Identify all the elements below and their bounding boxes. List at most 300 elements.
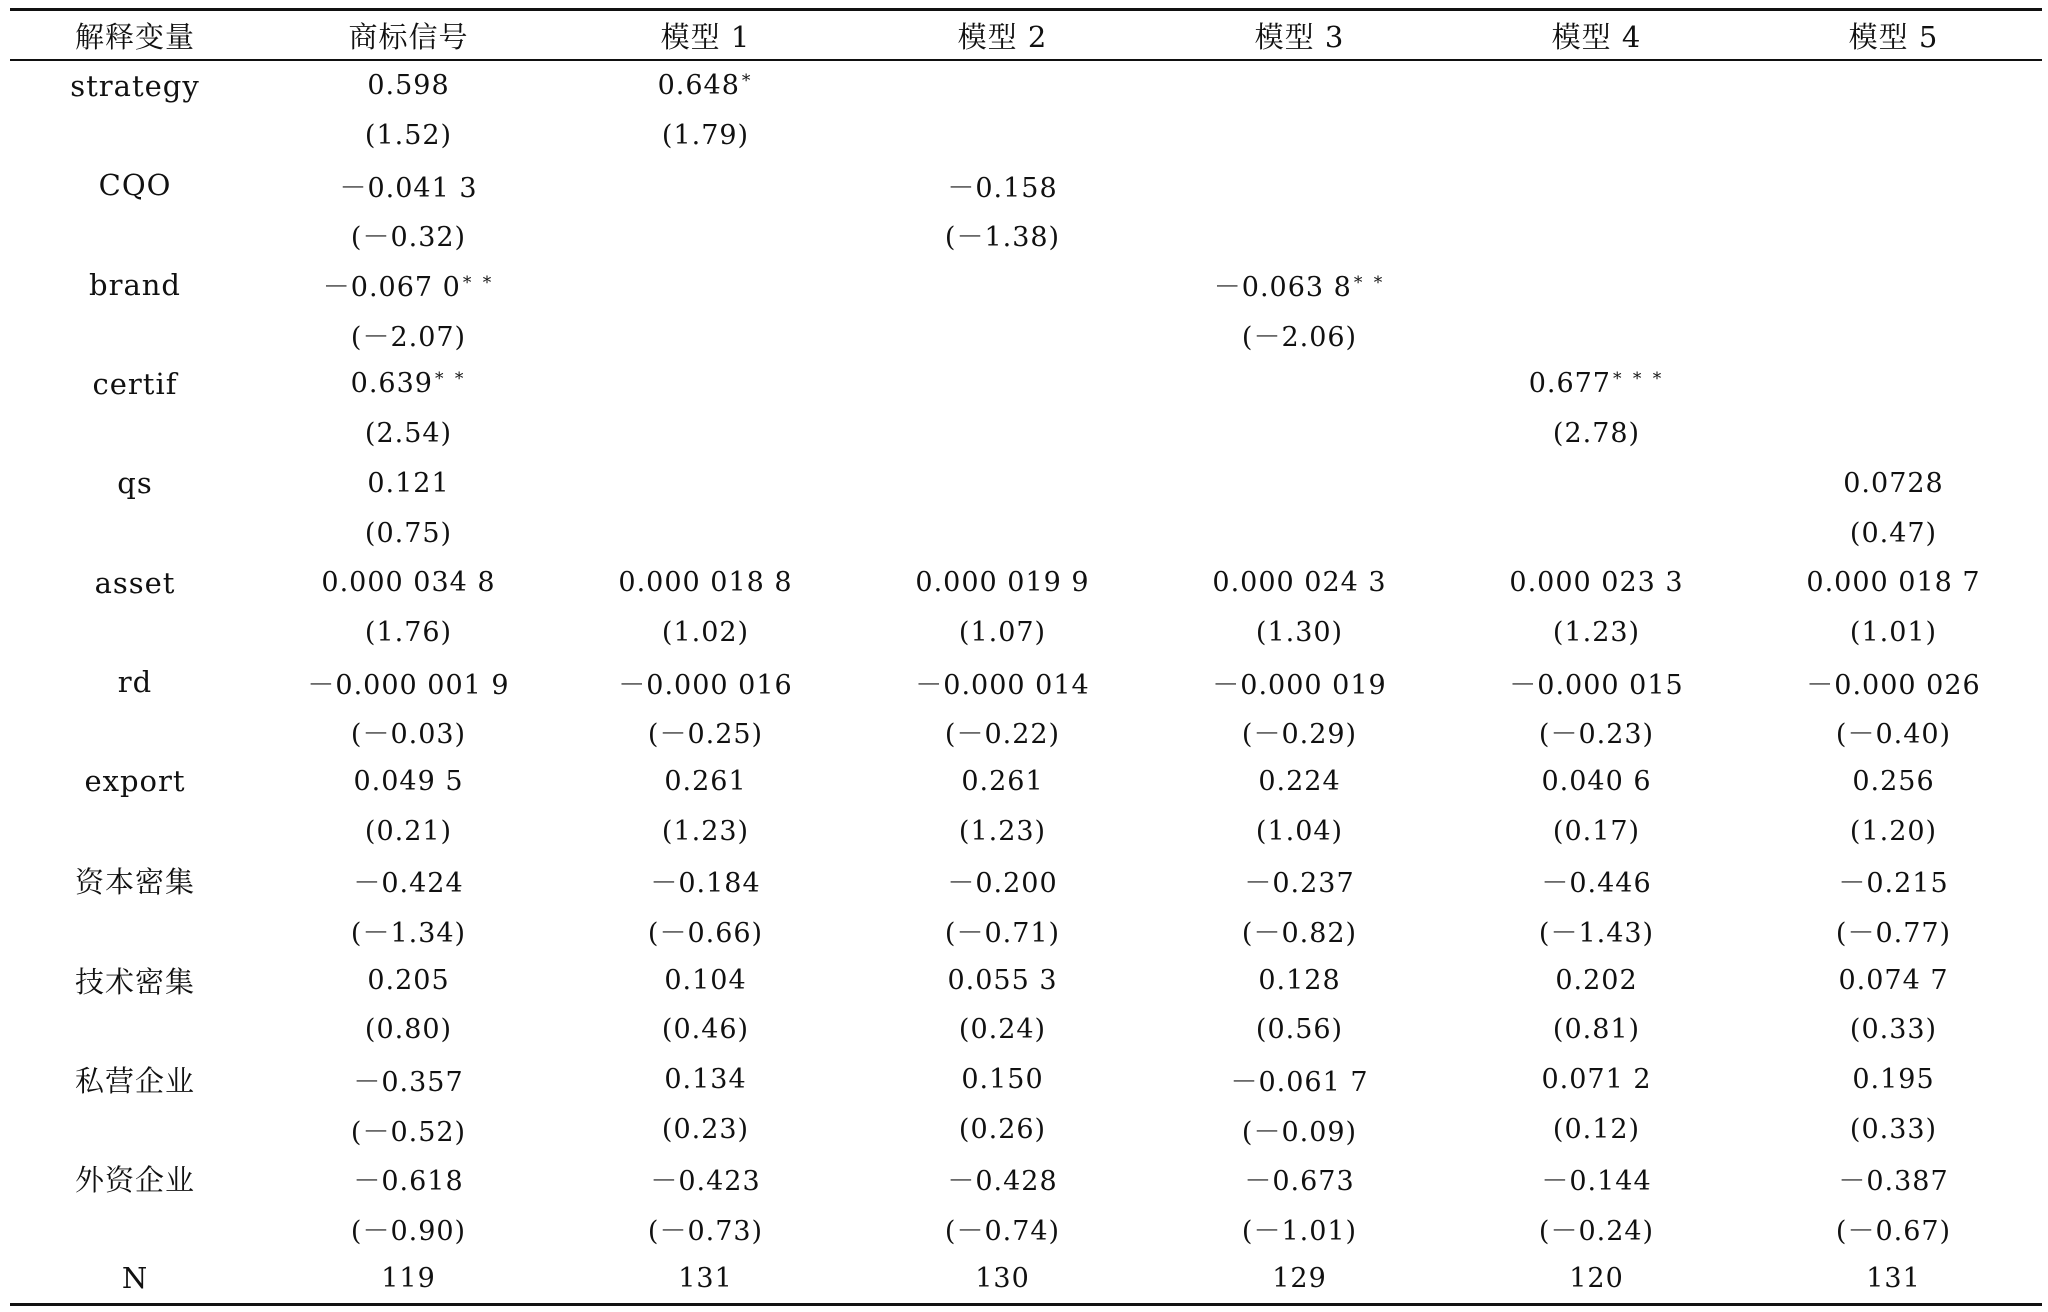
coefficient-cell-value: 0.049 5	[353, 765, 464, 797]
t-statistic-cell	[1448, 409, 1745, 459]
coefficient-row	[10, 359, 2042, 409]
variable-name-value: strategy	[70, 68, 200, 103]
coefficient-row	[10, 955, 2042, 1005]
variable-name-value: 私营企业	[74, 1064, 195, 1099]
t-statistic-cell	[1745, 1005, 2042, 1055]
t-statistic-cell	[1151, 707, 1448, 757]
t-statistic-cell	[1151, 906, 1448, 956]
coefficient-cell-value: －0.000 026	[1806, 669, 1981, 701]
t-statistic-cell	[1448, 806, 1745, 856]
coefficient-cell-value: －0.061 7	[1230, 1067, 1369, 1099]
t-statistic-cell	[260, 906, 557, 956]
t-statistic-cell	[1448, 906, 1745, 956]
t-statistic-cell	[1448, 1204, 1745, 1254]
t-statistic-cell	[260, 309, 557, 359]
t-statistic-cell-value: (－0.67)	[1835, 1216, 1952, 1248]
observations-cell-value: 120	[1569, 1262, 1624, 1294]
t-statistic-cell	[854, 806, 1151, 856]
t-statistic-cell-value: (1.02)	[661, 616, 750, 648]
t-statistic-cell-value: (0.47)	[1849, 517, 1938, 549]
t-statistic-cell	[1745, 608, 2042, 658]
coefficient-cell-value: －0.357	[353, 1067, 464, 1099]
coefficient-cell	[1745, 657, 2042, 707]
t-statistic-cell	[557, 309, 854, 359]
coefficient-cell	[1448, 757, 1745, 807]
observations-cell	[1151, 1254, 1448, 1305]
coefficient-cell-value: －0.041 3	[339, 172, 478, 204]
coefficient-cell	[260, 160, 557, 210]
t-statistic-cell	[1151, 409, 1448, 459]
coefficient-cell-value: －0.387	[1838, 1166, 1949, 1198]
t-statistic-cell	[1448, 608, 1745, 658]
observations-cell-value: 130	[975, 1262, 1030, 1294]
variable-name-empty	[10, 608, 260, 658]
coefficient-cell	[260, 1055, 557, 1105]
coefficient-cell	[1151, 1154, 1448, 1204]
observations-label	[10, 1254, 260, 1305]
coefficient-cell	[557, 160, 854, 210]
t-statistic-cell	[557, 1005, 854, 1055]
coefficient-row	[10, 558, 2042, 608]
coefficient-cell-value: －0.446	[1541, 868, 1652, 900]
coefficient-cell	[1745, 757, 2042, 807]
coefficient-cell-value: 0.648	[657, 70, 740, 102]
coefficient-cell	[1448, 657, 1745, 707]
coefficient-cell	[1448, 160, 1745, 210]
column-header-model-3: 模型 3	[1151, 10, 1448, 61]
t-statistic-cell-value: (0.56)	[1255, 1014, 1344, 1046]
t-statistic-cell	[854, 707, 1151, 757]
coefficient-cell	[1151, 657, 1448, 707]
t-statistic-row	[10, 309, 2042, 359]
column-header-model-4: 模型 4	[1448, 10, 1745, 61]
coefficient-cell-value: 0.202	[1555, 964, 1638, 996]
coefficient-cell	[1745, 1154, 2042, 1204]
coefficient-cell	[1745, 160, 2042, 210]
coefficient-row	[10, 160, 2042, 210]
variable-name-value: asset	[94, 565, 176, 600]
t-statistic-cell	[854, 1005, 1151, 1055]
coefficient-cell-value: 0.000 018 8	[618, 567, 793, 599]
t-statistic-cell	[1151, 1005, 1448, 1055]
observations-cell-value: 131	[678, 1262, 733, 1294]
coefficient-cell-value: －0.618	[353, 1166, 464, 1198]
coefficient-cell	[260, 1154, 557, 1204]
t-statistic-cell-value: (－0.77)	[1835, 918, 1952, 950]
column-header-model-2: 模型 2	[854, 10, 1151, 61]
t-statistic-cell	[1151, 508, 1448, 558]
coefficient-cell-value: 0.224	[1258, 765, 1341, 797]
column-header-variable: 解释变量	[10, 10, 260, 61]
coefficient-cell	[1151, 757, 1448, 807]
coefficient-row	[10, 1154, 2042, 1204]
t-statistic-cell	[1448, 508, 1745, 558]
t-statistic-cell-value: (－0.22)	[944, 719, 1061, 751]
coefficient-cell	[1151, 1055, 1448, 1105]
coefficient-cell-value: 0.677	[1528, 368, 1611, 400]
coefficient-cell-value: －0.000 014	[915, 669, 1090, 701]
regression-table	[10, 8, 2042, 1306]
observations-cell	[1745, 1254, 2042, 1305]
t-statistic-cell-value: (－1.38)	[944, 222, 1061, 254]
coefficient-cell	[1151, 856, 1448, 906]
t-statistic-cell	[1448, 309, 1745, 359]
coefficient-cell-value: －0.000 019	[1212, 669, 1387, 701]
t-statistic-cell	[557, 806, 854, 856]
coefficient-cell-value: －0.067 0	[322, 272, 461, 304]
variable-name	[10, 60, 260, 111]
column-header-model-1: 模型 1	[557, 10, 854, 61]
coefficient-cell-value: 0.128	[1258, 964, 1341, 996]
observations-cell	[854, 1254, 1151, 1305]
observations-cell	[1448, 1254, 1745, 1305]
t-statistic-cell-value: (1.20)	[1849, 815, 1938, 847]
t-statistic-cell	[854, 906, 1151, 956]
variable-name	[10, 657, 260, 707]
t-statistic-cell	[854, 508, 1151, 558]
observations-label-value: N	[121, 1261, 149, 1296]
t-statistic-cell-value: (－0.74)	[944, 1216, 1061, 1248]
variable-name-empty	[10, 1204, 260, 1254]
variable-name-empty	[10, 309, 260, 359]
coefficient-cell-value: －0.000 015	[1509, 669, 1684, 701]
t-statistic-cell-value: (1.07)	[958, 616, 1047, 648]
t-statistic-cell-value: (－0.29)	[1241, 719, 1358, 751]
t-statistic-cell-value: (－0.32)	[350, 222, 467, 254]
variable-name-empty	[10, 111, 260, 161]
coefficient-cell	[260, 459, 557, 509]
variable-name-empty	[10, 1104, 260, 1154]
coefficient-cell	[1448, 955, 1745, 1005]
t-statistic-cell	[557, 1104, 854, 1154]
t-statistic-cell	[260, 806, 557, 856]
t-statistic-cell	[1745, 508, 2042, 558]
t-statistic-row	[10, 210, 2042, 260]
coefficient-row	[10, 260, 2042, 310]
variable-name	[10, 1154, 260, 1204]
variable-name	[10, 955, 260, 1005]
coefficient-cell-value: 0.000 023 3	[1509, 567, 1684, 599]
coefficient-cell	[557, 1154, 854, 1204]
t-statistic-cell-value: (－1.01)	[1241, 1216, 1358, 1248]
coefficient-cell	[1745, 1055, 2042, 1105]
coefficient-cell	[557, 260, 854, 310]
t-statistic-cell-value: (－0.25)	[647, 719, 764, 751]
t-statistic-cell-value: (0.24)	[958, 1014, 1047, 1046]
coefficient-cell-value: －0.673	[1244, 1166, 1355, 1198]
t-statistic-cell-value: (1.52)	[364, 120, 453, 152]
t-statistic-cell	[1448, 707, 1745, 757]
coefficient-cell-value: 0.150	[961, 1064, 1044, 1096]
t-statistic-cell-value: (－1.43)	[1538, 918, 1655, 950]
t-statistic-cell-value: (－0.23)	[1538, 719, 1655, 751]
coefficient-cell	[854, 1154, 1151, 1204]
table-body	[10, 60, 2042, 1305]
observations-cell-value: 131	[1866, 1262, 1921, 1294]
t-statistic-cell-value: (0.12)	[1552, 1113, 1641, 1145]
significance-stars: * *	[462, 273, 495, 294]
t-statistic-cell	[1745, 906, 2042, 956]
t-statistic-cell	[854, 309, 1151, 359]
variable-name-empty	[10, 1005, 260, 1055]
coefficient-cell-value: 0.074 7	[1838, 964, 1949, 996]
t-statistic-cell	[1448, 210, 1745, 260]
coefficient-cell-value: －0.428	[947, 1166, 1058, 1198]
coefficient-cell-value: 0.205	[367, 964, 450, 996]
t-statistic-cell	[1151, 806, 1448, 856]
coefficient-cell	[854, 657, 1151, 707]
t-statistic-cell-value: (1.23)	[958, 815, 1047, 847]
coefficient-cell	[260, 558, 557, 608]
t-statistic-row	[10, 806, 2042, 856]
coefficient-cell	[260, 260, 557, 310]
coefficient-cell-value: －0.423	[650, 1166, 761, 1198]
coefficient-cell	[557, 60, 854, 111]
t-statistic-cell-value: (2.54)	[364, 418, 453, 450]
variable-name	[10, 1055, 260, 1105]
t-statistic-cell	[260, 707, 557, 757]
coefficient-cell	[1151, 459, 1448, 509]
variable-name	[10, 359, 260, 409]
t-statistic-row	[10, 1104, 2042, 1154]
t-statistic-cell-value: (0.21)	[364, 815, 453, 847]
coefficient-cell	[1151, 260, 1448, 310]
variable-name	[10, 160, 260, 210]
t-statistic-cell	[854, 409, 1151, 459]
coefficient-cell-value: －0.237	[1244, 868, 1355, 900]
t-statistic-cell-value: (0.26)	[958, 1113, 1047, 1145]
t-statistic-row	[10, 707, 2042, 757]
t-statistic-row	[10, 1204, 2042, 1254]
t-statistic-cell	[1745, 707, 2042, 757]
variable-name-empty	[10, 806, 260, 856]
coefficient-cell	[1151, 558, 1448, 608]
variable-name	[10, 260, 260, 310]
t-statistic-cell	[1745, 210, 2042, 260]
t-statistic-row	[10, 608, 2042, 658]
t-statistic-cell	[1448, 1104, 1745, 1154]
variable-name-value: export	[84, 764, 186, 799]
coefficient-cell	[260, 856, 557, 906]
t-statistic-row	[10, 1005, 2042, 1055]
coefficient-cell-value: 0.134	[664, 1064, 747, 1096]
t-statistic-cell	[854, 1104, 1151, 1154]
t-statistic-cell	[1448, 111, 1745, 161]
t-statistic-cell-value: (0.33)	[1849, 1014, 1938, 1046]
coefficient-cell	[854, 955, 1151, 1005]
t-statistic-cell-value: (0.33)	[1849, 1113, 1938, 1145]
t-statistic-cell-value: (1.76)	[364, 616, 453, 648]
t-statistic-cell-value: (－0.82)	[1241, 918, 1358, 950]
coefficient-cell	[1745, 558, 2042, 608]
t-statistic-cell	[557, 1204, 854, 1254]
t-statistic-cell	[260, 409, 557, 459]
coefficient-cell	[1448, 856, 1745, 906]
coefficient-row	[10, 856, 2042, 906]
variable-name-empty	[10, 906, 260, 956]
coefficient-cell	[854, 856, 1151, 906]
t-statistic-cell	[1151, 210, 1448, 260]
t-statistic-cell-value: (0.75)	[364, 517, 453, 549]
variable-name-value: 资本密集	[74, 865, 195, 900]
coefficient-cell	[1448, 1055, 1745, 1105]
coefficient-row	[10, 60, 2042, 111]
column-header-trademark-signal: 商标信号	[260, 10, 557, 61]
t-statistic-row	[10, 906, 2042, 956]
t-statistic-cell	[557, 707, 854, 757]
observations-cell	[260, 1254, 557, 1305]
coefficient-cell-value: 0.0728	[1843, 467, 1944, 499]
coefficient-cell	[557, 1055, 854, 1105]
coefficient-cell	[260, 757, 557, 807]
t-statistic-row	[10, 508, 2042, 558]
coefficient-cell-value: 0.000 024 3	[1212, 567, 1387, 599]
coefficient-cell	[1448, 1154, 1745, 1204]
t-statistic-cell	[260, 508, 557, 558]
coefficient-cell-value: －0.063 8	[1213, 272, 1352, 304]
t-statistic-cell	[1151, 309, 1448, 359]
coefficient-cell	[260, 955, 557, 1005]
variable-name-value: 外资企业	[74, 1163, 195, 1198]
variable-name	[10, 558, 260, 608]
t-statistic-cell	[1448, 1005, 1745, 1055]
coefficient-cell	[260, 657, 557, 707]
t-statistic-row	[10, 409, 2042, 459]
variable-name-value: qs	[117, 466, 153, 501]
t-statistic-cell-value: (0.46)	[661, 1014, 750, 1046]
coefficient-cell	[557, 757, 854, 807]
coefficient-cell	[1448, 260, 1745, 310]
variable-name-empty	[10, 508, 260, 558]
coefficient-cell-value: －0.215	[1838, 868, 1949, 900]
t-statistic-cell	[1745, 409, 2042, 459]
coefficient-cell	[557, 955, 854, 1005]
coefficient-cell-value: －0.200	[947, 868, 1058, 900]
t-statistic-cell	[260, 608, 557, 658]
coefficient-cell	[854, 260, 1151, 310]
regression-table-container	[10, 8, 2042, 1306]
t-statistic-cell-value: (0.23)	[661, 1113, 750, 1145]
t-statistic-cell	[1745, 1104, 2042, 1154]
t-statistic-cell-value: (－0.52)	[350, 1116, 467, 1148]
coefficient-cell	[557, 459, 854, 509]
coefficient-cell	[557, 558, 854, 608]
t-statistic-cell	[260, 111, 557, 161]
coefficient-cell	[1448, 558, 1745, 608]
coefficient-cell	[854, 558, 1151, 608]
coefficient-cell-value: 0.104	[664, 964, 747, 996]
t-statistic-cell	[557, 409, 854, 459]
t-statistic-cell	[260, 1104, 557, 1154]
t-statistic-cell-value: (－2.07)	[350, 321, 467, 353]
variable-name-empty	[10, 210, 260, 260]
coefficient-cell-value: 0.598	[367, 70, 450, 102]
variable-name	[10, 757, 260, 807]
coefficient-cell	[557, 359, 854, 409]
variable-name	[10, 856, 260, 906]
t-statistic-cell	[260, 1204, 557, 1254]
t-statistic-cell-value: (1.01)	[1849, 616, 1938, 648]
coefficient-cell	[854, 160, 1151, 210]
coefficient-cell-value: －0.424	[353, 868, 464, 900]
t-statistic-cell	[854, 210, 1151, 260]
t-statistic-cell	[1745, 309, 2042, 359]
t-statistic-cell	[1745, 806, 2042, 856]
coefficient-cell	[1745, 359, 2042, 409]
t-statistic-cell-value: (－1.34)	[350, 918, 467, 950]
coefficient-cell	[1745, 955, 2042, 1005]
observations-cell	[557, 1254, 854, 1305]
t-statistic-cell-value: (－0.40)	[1835, 719, 1952, 751]
t-statistic-cell	[260, 210, 557, 260]
t-statistic-cell	[557, 210, 854, 260]
t-statistic-cell-value: (1.23)	[661, 815, 750, 847]
t-statistic-cell-value: (1.23)	[1552, 616, 1641, 648]
t-statistic-cell	[854, 608, 1151, 658]
observations-row	[10, 1254, 2042, 1305]
t-statistic-cell	[557, 906, 854, 956]
coefficient-row	[10, 459, 2042, 509]
coefficient-cell	[1745, 459, 2042, 509]
t-statistic-cell	[557, 608, 854, 658]
t-statistic-cell	[1151, 111, 1448, 161]
coefficient-cell-value: －0.144	[1541, 1166, 1652, 1198]
coefficient-cell-value: 0.071 2	[1541, 1064, 1652, 1096]
variable-name-value: rd	[117, 665, 153, 700]
t-statistic-cell-value: (－2.06)	[1241, 321, 1358, 353]
significance-stars: * *	[434, 369, 467, 390]
t-statistic-cell	[557, 508, 854, 558]
t-statistic-cell-value: (－0.24)	[1538, 1216, 1655, 1248]
coefficient-cell-value: －0.184	[650, 868, 761, 900]
t-statistic-cell-value: (－0.66)	[647, 918, 764, 950]
coefficient-row	[10, 757, 2042, 807]
coefficient-row	[10, 1055, 2042, 1105]
variable-name-value: 技术密集	[74, 964, 195, 999]
t-statistic-cell	[1151, 1204, 1448, 1254]
t-statistic-cell	[1745, 111, 2042, 161]
coefficient-cell-value: 0.000 018 7	[1806, 567, 1981, 599]
t-statistic-cell-value: (1.04)	[1255, 815, 1344, 847]
coefficient-cell-value: 0.055 3	[947, 964, 1058, 996]
t-statistic-cell-value: (0.80)	[364, 1014, 453, 1046]
significance-stars: *	[741, 71, 754, 92]
coefficient-cell-value: －0.158	[947, 172, 1058, 204]
coefficient-cell-value: 0.121	[367, 467, 450, 499]
variable-name-empty	[10, 409, 260, 459]
variable-name-empty	[10, 707, 260, 757]
coefficient-cell-value: 0.000 034 8	[321, 567, 496, 599]
variable-name-value: certif	[92, 366, 178, 401]
coefficient-cell-value: 0.261	[961, 765, 1044, 797]
significance-stars: * * *	[1612, 369, 1665, 390]
coefficient-cell	[260, 60, 557, 111]
t-statistic-cell	[854, 1204, 1151, 1254]
variable-name-value: brand	[89, 267, 181, 302]
t-statistic-cell-value: (2.78)	[1552, 418, 1641, 450]
coefficient-cell-value: －0.000 016	[618, 669, 793, 701]
coefficient-cell	[854, 60, 1151, 111]
coefficient-cell	[1448, 60, 1745, 111]
t-statistic-cell-value: (0.81)	[1552, 1014, 1641, 1046]
t-statistic-cell	[557, 111, 854, 161]
coefficient-cell-value: 0.000 019 9	[915, 567, 1090, 599]
coefficient-cell	[854, 459, 1151, 509]
header-row	[10, 10, 2042, 61]
t-statistic-cell	[1745, 1204, 2042, 1254]
coefficient-cell	[1448, 459, 1745, 509]
coefficient-cell-value: 0.195	[1852, 1064, 1935, 1096]
